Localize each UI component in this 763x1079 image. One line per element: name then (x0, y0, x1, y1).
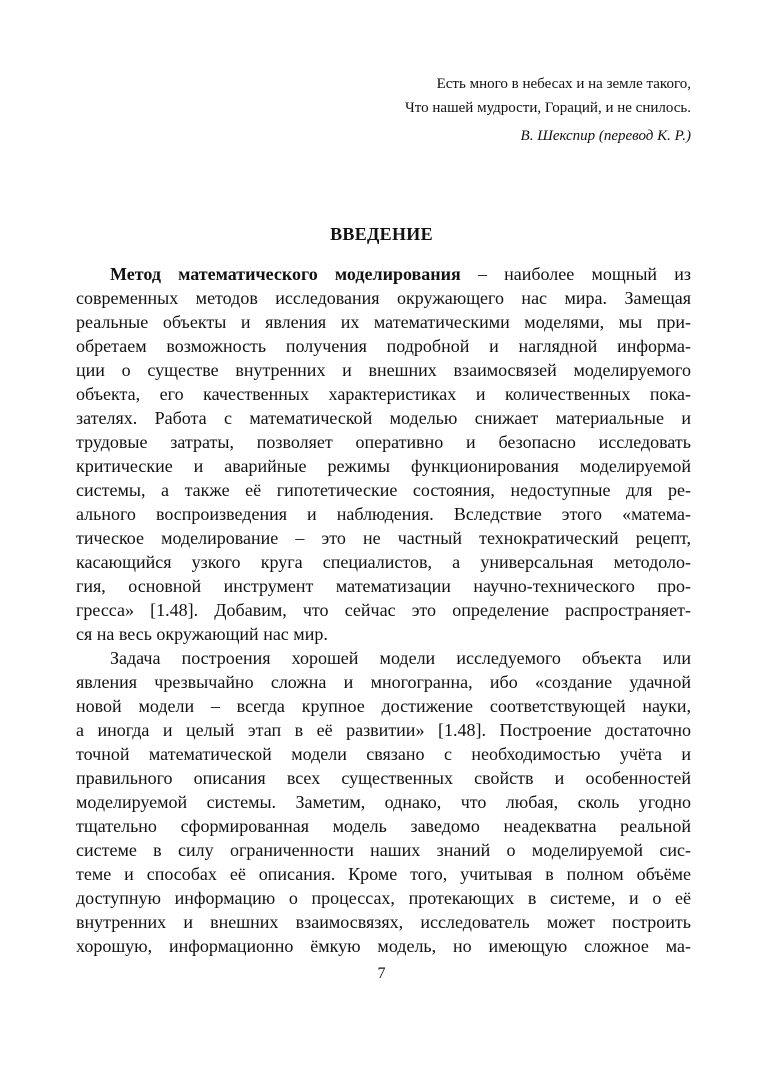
paragraph-2-line: хорошую, информационно ёмкую модель, но имеющую сложное ма- (76, 936, 691, 956)
epigraph-author: В. Шекспир (перевод К. Р.) (520, 128, 691, 144)
paragraph-2-line: внутренних и внешних взаимосвязях, исследователь может построить (76, 912, 691, 932)
paragraph-1-line: системы, а также её гипотетические состояния, недоступные для ре- (76, 480, 691, 500)
paragraph-2-line: правильного описания всех существенных свойств и особенностей (76, 768, 691, 788)
epigraph-line-2: Что нашей мудрости, Гораций, и не снилось. (405, 100, 691, 116)
paragraph-1-line: гия, основной инструмент математизации научно-технического про- (76, 576, 691, 596)
paragraph-2-line: явления чрезвычайно сложна и многогранна, ибо «создание удачной (76, 672, 691, 692)
paragraph-1-line: обретаем возможность получения подробной и наглядной информа- (76, 336, 691, 356)
lead-text: – наиболее мощный из (460, 264, 691, 284)
paragraph-2-line: доступную информацию о процессах, протекающих в системе, и о её (76, 888, 691, 908)
paragraph-1-line: тическое моделирование – это не частный технократический рецепт, (76, 528, 691, 548)
page-title: ВВЕДЕНИЕ (330, 224, 433, 244)
paragraph-1-line: зателях. Работа с математической моделью снижает материальные и (76, 408, 691, 428)
paragraph-1-line: гресса» [1.48]. Добавим, что сейчас это определение распространяет- (76, 600, 691, 620)
paragraph-2-line: теме и способах её описания. Кроме того, учитывая в полном объёме (76, 864, 691, 884)
paragraph-1-line (110, 262, 691, 286)
epigraph (405, 72, 691, 148)
paragraph-2-line: новой модели – всегда крупное достижение соответствующей науки, (76, 696, 691, 716)
paragraph-2-line: точной математической модели связано с необходимостью учёта и (76, 744, 691, 764)
epigraph-line-1: Есть много в небесах и на земле такого, (436, 76, 691, 92)
paragraph-1-line: касающийся узкого круга специалистов, а универсальная методоло- (76, 552, 691, 572)
paragraph-1-line: объекта, его качественных характеристиках и количественных пока- (76, 384, 691, 404)
paragraph-1-line: современных методов исследования окружающего нас мира. Замещая (76, 288, 691, 308)
paragraph-1-line: трудовые затраты, позволяет оперативно и безопасно исследовать (76, 432, 691, 452)
bold-term: Метод математического моделирования (110, 264, 461, 284)
paragraph-2-line: системе в силу ограниченности наших знаний о моделируемой сис- (76, 840, 691, 860)
paragraph-1-line: ся на весь окружающий нас мир. (76, 624, 328, 644)
paragraph-1-line: ального воспроизведения и наблюдения. Вследствие этого «матема- (76, 504, 691, 524)
paragraph-1-line: критические и аварийные режимы функционирования моделируемой (76, 456, 691, 476)
paragraph-2-line: а иногда и целый этап в её развитии» [1.48]. Построение достаточно (76, 720, 691, 740)
page-number: 7 (377, 965, 386, 982)
paragraph-2-line: тщательно сформированная модель заведомо неадекватна реальной (76, 816, 691, 836)
paragraph-2-line: Задача построения хорошей модели исследуемого объекта или (110, 648, 691, 668)
paragraph-2-line: моделируемой системы. Заметим, однако, что любая, сколь угодно (76, 792, 691, 812)
paragraph-1-line: реальные объекты и явления их математическими моделями, мы при- (76, 312, 691, 332)
paragraph-1-line: ции о существе внутренних и внешних взаимосвязей моделируемого (76, 360, 691, 380)
